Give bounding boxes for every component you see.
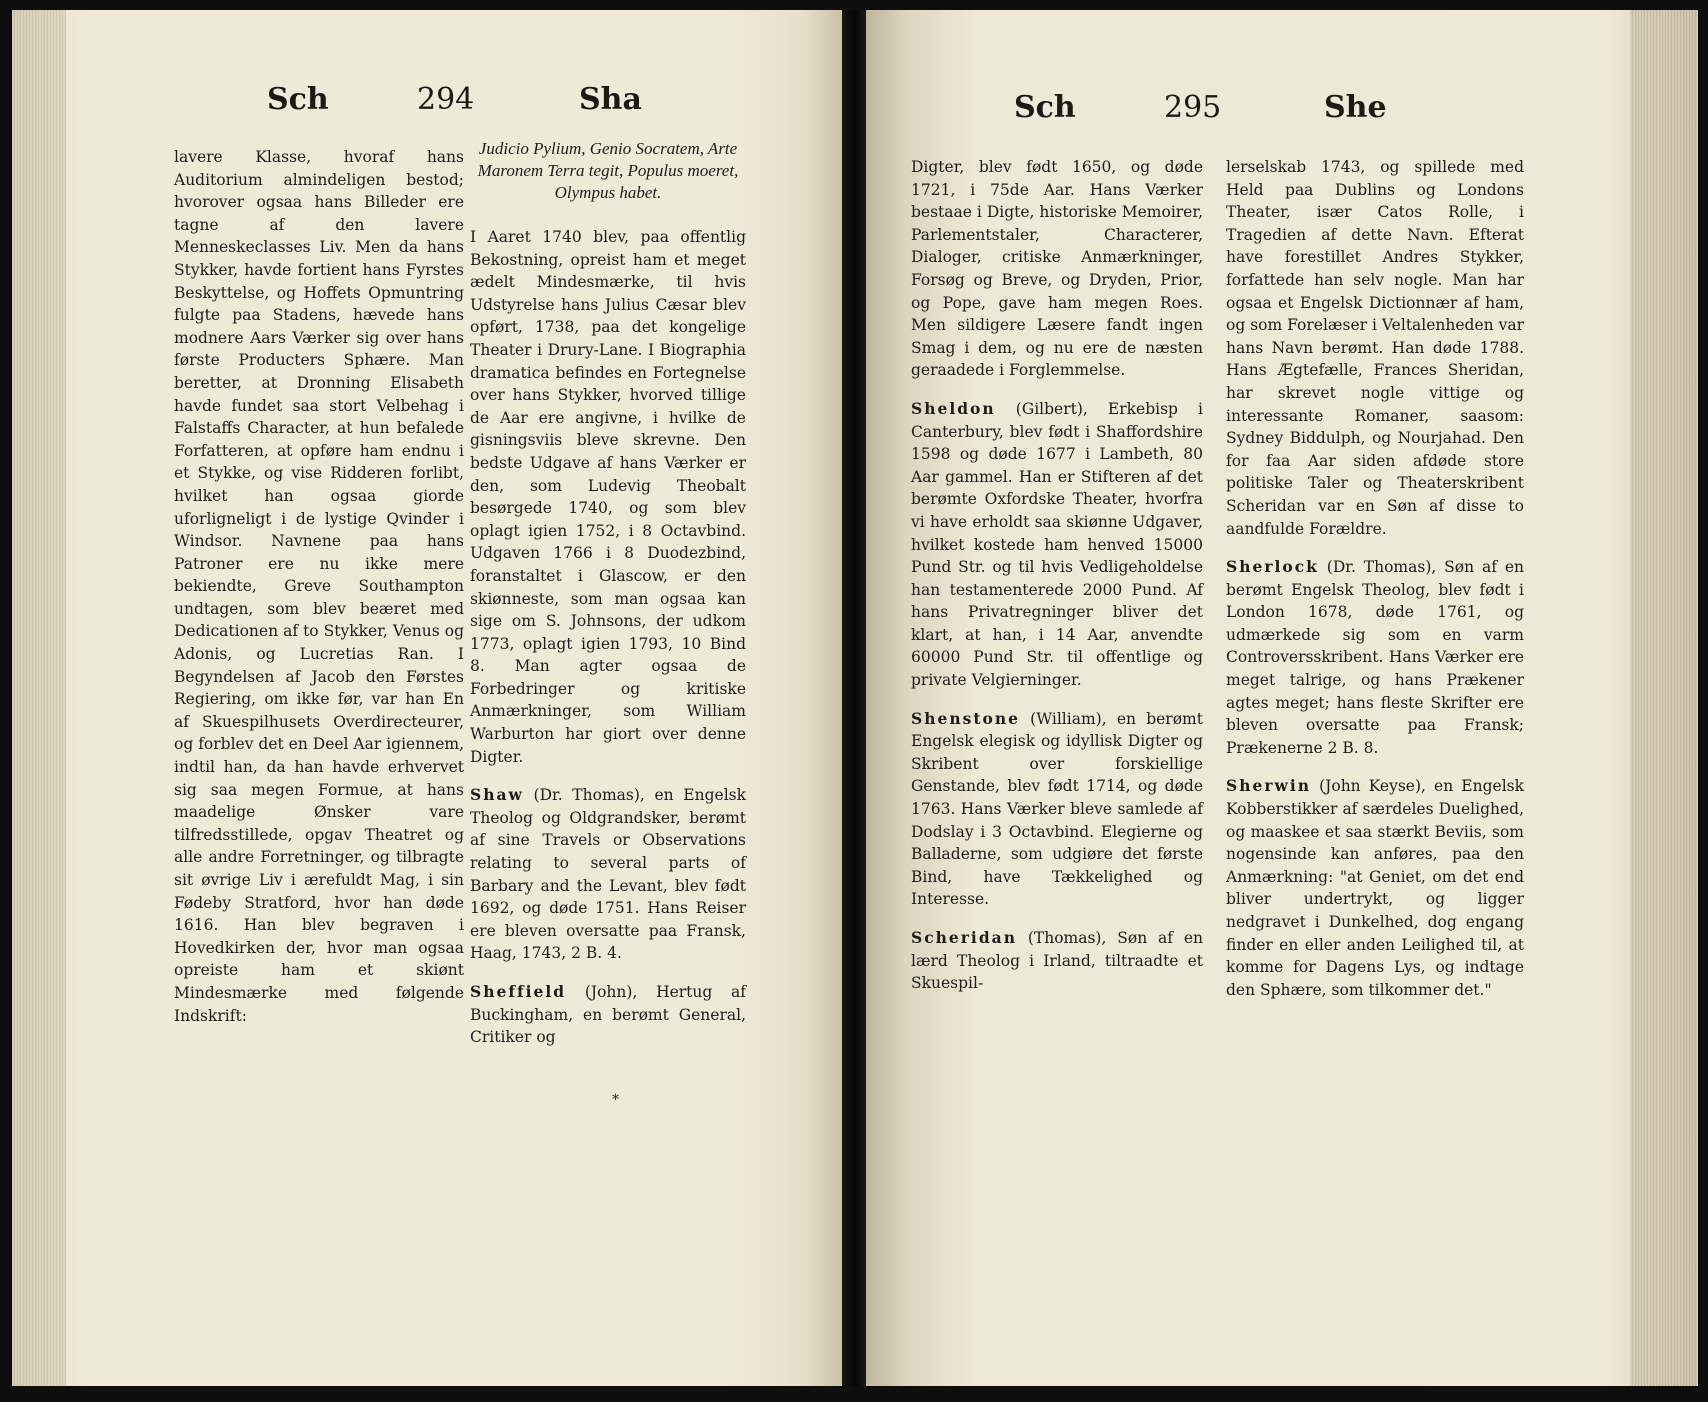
paragraph-shakespeare-continued: lavere Klasse, hvoraf hans Auditorium almindeligen bestod; hvorover ogsaa hans Billeder ere tagne af den lavere Menneskeclasses Liv. Men da hans Stykker, havde fortient hans Fyrstes Beskyttelse, og Hoffets Opmuntring fulgte paa Stadens, hævede hans modnere Aars Værker sig over hans første Producters Sphære. Man beretter, at Dronning Elisabeth havde fundet saa stort Velbehag i Falstaffs Character, at hun befalede Forfatteren, at opføre ham endnu i et Stykke, og vise Ridderen forlibt, hvilket han ogsaa giorde uforligneligt i de lystige Qvinder i Windsor. Navnene paa hans Patroner ere nu ikke mere bekiendte, Greve Southampton undtagen, som blev beæret med Dedicationen af to Stykker, Venus og Adonis, og Lucretias Ran. I Begyndelsen af Jacob den Førstes Regiering, om ikke før, var han En af Skuespilhusets Overdirecteurer, og forblev det en Deel Aar igiennem, indtil han, da han havde erhvervet sig saa megen Formue, at hans maadelige Ønsker vare tilfredsstillede, opgav Theatret og alle andre Forretninger, og tilbragte sit øvrige Liv i ærefuldt Mag, i sin Fødeby Stratford, hvor han døde 1616. Han blev begraven i Hovedkirken der, hvor man ogsaa opreiste ham et skiønt Mindesmærke med følgende Indskrift: bbox=[174, 148, 464, 1025]
right-page-column-1 bbox=[911, 156, 1203, 1011]
signature-mark: * bbox=[612, 1092, 619, 1108]
book-gutter bbox=[842, 10, 866, 1386]
entry-text-shenstone: (William), en berømt Engelsk elegisk og idyllisk Digter og Skribent over forskiellige Genstande, blev født 1714, og døde 1763. Hans Værker bleve samlede af Dodslay i 3 Octavbind. Elegierne og Balladerne, som udgiøre det første Bind, have Tækkelighed og Interesse. bbox=[911, 709, 1203, 909]
paragraph-monument: I Aaret 1740 blev, paa offentlig Bekostning, opreist ham et meget ædelt Mindesmærke, til hvis Udstyrelse hans Julius Cæsar blev opført, 1738, paa det kongelige Theater i Drury-Lane. I Biographia dramatica befindes en Fortegnelse over hans Stykker, hvorved tillige de Aar ere angivne, i hvilke de gisningsviis bleve skrevne. Den bedste Udgave af hans Værker er den, som Ludevig Theobalt besørgede 1740, og som blev oplagt igien 1752, i 8 Octavbind. Udgaven 1766 i 8 Duodezbind, foranstaltet i Glascow, er den skiønneste, som man ogsaa kan sige om S. Johnsons, der udkom 1773, oplagt igien 1793, 10 Bind 8. Man agter ogsaa de Forbedringer og kritiske Anmærkninger, som William Warburton har giort over denne Digter. bbox=[470, 228, 746, 766]
page-number-294: 294 bbox=[417, 82, 475, 117]
latin-inscription: Judicio Pylium, Genio Socratem, Arte Maronem Terra tegit, Populus moeret, Olympus habet. bbox=[477, 139, 739, 202]
head-left-catchword: Sch bbox=[267, 82, 329, 117]
page-edges-left bbox=[12, 10, 66, 1386]
entry-title-shenstone: Shenstone bbox=[911, 708, 1020, 728]
entry-text-sheffield: (John), Hertug af Buckingham, en berømt General, Critiker og bbox=[470, 983, 746, 1047]
entry-text-sherlock: (Dr. Thomas), Søn af en berømt Engelsk Theolog, blev født i London 1678, døde 1761, og udmærkede sig som en varm Controversskribent. Hans Værker ere meget talrige, og hans Prækener agtes meget; hans fleste Skrifter ere bleven oversatte paa Fransk; Prækenerne 2 B. 8. bbox=[1226, 558, 1524, 757]
entry-scheridan bbox=[911, 927, 1203, 995]
entry-title-sherwin: Sherwin bbox=[1226, 776, 1311, 796]
left-page bbox=[12, 10, 842, 1386]
entry-title-scheridan: Scheridan bbox=[911, 928, 1017, 947]
running-head-right bbox=[1014, 90, 1434, 144]
entry-title-sherlock: Sherlock bbox=[1226, 557, 1319, 577]
entry-sherwin bbox=[1226, 775, 1524, 1001]
entry-text-shaw: (Dr. Thomas), en Engelsk Theolog og Oldgrandsker, berømt af sine Travels or Observations relating to several parts of Barbary and the Levant, blev født 1692, og døde 1751. Hans Reiser ere bleven oversatte paa Fransk, Haag, 1743, 2 B. 4. bbox=[470, 786, 746, 963]
entry-shaw bbox=[470, 784, 746, 965]
entry-sheldon bbox=[911, 398, 1203, 692]
right-page-column-2 bbox=[1226, 156, 1524, 1017]
page-number-295: 295 bbox=[1164, 90, 1222, 125]
head-left-catchword: Sch bbox=[1014, 90, 1076, 125]
entry-text-scheridan-part: (Thomas), Søn af en lærd Theolog i Irland, tiltraadte et Skuespil- bbox=[911, 929, 1203, 993]
right-page bbox=[866, 10, 1698, 1386]
page-edges-right bbox=[1630, 10, 1698, 1386]
paragraph-scheridan-continued: lerselskab 1743, og spillede med Held paa Dublins og Londons Theater, især Catos Rolle, i Tragedien af dette Navn. Efterat have forestillet Andres Stykker, forfattede han selv nogle. Man har ogsaa et Engelsk Dictionnær af ham, og som Forelæser i Veltalenheden var hans Navn berømt. Han døde 1788. Hans Ægtefælle, Frances Sheridan, har skrevet nogle vittige og interessante Romaner, saasom: Sydney Biddulph, og Nourjahad. Den for faa Aar siden afdøde store politiske Taler og Theaterskribent Scheridan var en Søn af disse to aandfulde Forældre. bbox=[1226, 158, 1524, 538]
entry-shenstone bbox=[911, 708, 1203, 911]
entry-text-sherwin: (John Keyse), en Engelsk Kobberstikker af særdeles Duelighed, og maaskee et saa stærkt Beviis, som nogensinde kan anføres, paa den Anmærkning: "at Geniet, om det end bliver undertrykt, og ligger nedgravet i Dunkelhed, dog engang finder en eller anden Leilighed til, at komme for Dagens Lys, og indtage den Sphære, som tilkommer det." bbox=[1226, 777, 1524, 999]
entry-title-shaw: Shaw bbox=[470, 785, 524, 805]
entry-text-sheldon: (Gilbert), Erkebisp i Canterbury, blev født i Shaffordshire 1598 og døde 1677 i Lambeth, 80 Aar gammel. Han er Stifteren af det berømte Oxfordske Theater, hvorfra vi have erholdt saa skiønne Udgaver, hvilket kostede ham henved 15000 Pund Str. og til hvis Vedligeholdelse han testamenterede 2000 Pund. Af hans Privatregninger bliver det klart, at han, i 14 Aar, anvendte 60000 Pund Str. til offentlige og private Velgierninger. bbox=[911, 399, 1203, 690]
head-right-catchword: Sha bbox=[579, 82, 642, 117]
left-page-column-1 bbox=[174, 146, 464, 1043]
entry-sherlock bbox=[1226, 556, 1524, 759]
running-head-left bbox=[267, 82, 687, 136]
left-page-column-2 bbox=[470, 138, 746, 1065]
entry-title-sheffield: Sheffield bbox=[470, 982, 567, 1001]
entry-sheffield bbox=[470, 981, 746, 1049]
head-right-catchword: She bbox=[1324, 90, 1387, 125]
paragraph-sheffield-continued: Digter, blev født 1650, og døde 1721, i 75de Aar. Hans Værker bestaae i Digte, historiske Memoirer, Parlementstaler, Characterer, Dialoger, critiske Anmærkninger, Forsøg og Breve, og Dryden, Prior, og Pope, gave ham megen Roes. Men sildigere Læsere fandt ingen Smag i dem, og nu ere de næsten geraadede i Forglemmelse. bbox=[911, 158, 1203, 380]
entry-title-sheldon: Sheldon bbox=[911, 398, 996, 418]
